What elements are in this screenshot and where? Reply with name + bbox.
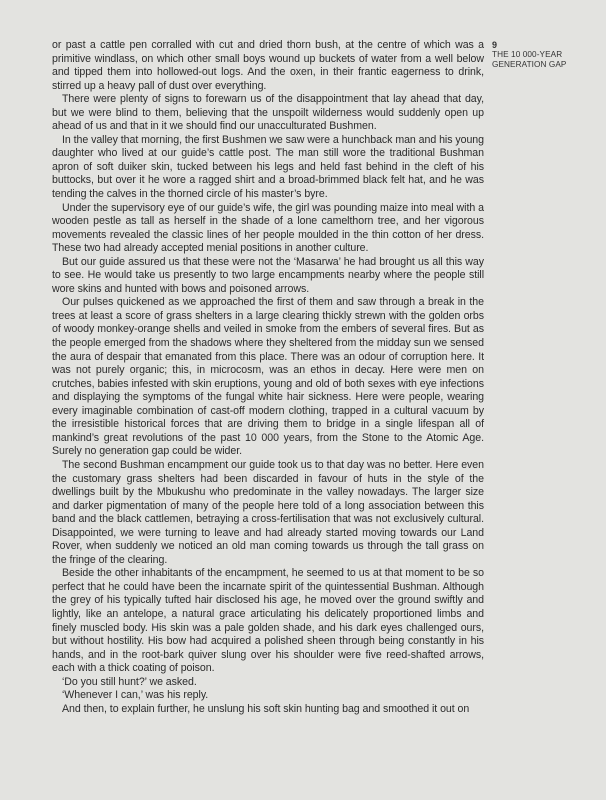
paragraph: or past a cattle pen corralled with cut and dried thorn bush, at the centre of which was a primitive windlass, on which other small boys wound up buckets of water from a well below and tipped them into hollowed-out logs. And the oxen, in their frantic eagerness to drink, stirred up a heavy pall of dust over everything. [52,39,484,92]
running-head [492,40,592,70]
paragraph: There were plenty of signs to forewarn us of the disappointment that lay ahead that day, but we were blind to them, believing that the unspoilt wilderness would suddenly open up ahead of us and that in it we should find our unacculturated Bushmen. [52,93,484,133]
paragraph: But our guide assured us that these were not the ‘Masarwa’ he had brought us all this way to see. He would take us presently to two large encampments nearby where the people still wore skins and hunted with bows and poisoned arrows. [52,255,484,295]
paragraph: And then, to explain further, he unslung his soft skin hunting bag and smoothed it out on [62,702,470,715]
chapter-title: THE 10 000-YEAR GENERATION GAP [492,50,567,69]
paragraph: Under the supervisory eye of our guide’s wife, the girl was pounding maize into meal with a wooden pestle as tall as herself in the shade of a lone camelthorn tree, and her vigorous movements revealed the classic lines of her people moulded in the thin cotton of her dress. These two had already accepted menial positions in another culture. [52,201,484,255]
paragraph: ‘Whenever I can,’ was his reply. [62,689,209,702]
paragraph: The second Bushman encampment our guide took us to that day was no better. Here even the customary grass shelters had been discarded in favour of huts in the style of the dwellings built by the Mbukushu who predominate in the valley nowadays. The larger size and darker pigmentation of many of the people here told of a long association between this band and the black cattlemen, betraying a cross-fertilisation that was not exclusively cultural. Disappointed, we were turning to leave and had already started moving towards our Land Rover, when suddenly we noticed an old man coming towards us through the tall grass on the fringe of the clearing. [52,458,484,566]
body-text [52,39,484,716]
paragraph: Beside the other inhabitants of the encampment, he seemed to us at that moment to be so perfect that he could have been the incarnate spirit of the quintessential Bushman. Although the grey of his typically tufted hair disclosed his age, he moved over the ground swiftly and lightly, like an antelope, a natural grace articulating his delicately proportioned limbs and finely muscled body. His skin was a pale golden shade, and his dark eyes challenged ours, but without hostility. His bow had acquired a polished sheen through being constantly in his hands, and in the root-bark quiver slung over his shoulder were five reed-shafted arrows, each with a thick coating of poison. [52,567,484,675]
paragraph: ‘Do you still hunt?’ we asked. [62,675,197,688]
chapter-number: 9 [492,40,498,50]
paragraph: Our pulses quickened as we approached the first of them and saw through a break in the trees at least a score of grass shelters in a large clearing thickly strewn with the golden orbs of woody monkey-orange shells and veiled in smoke from the embers of several fires. But as the people emerged from the shadows where they sheltered from the midday sun we sensed the aura of despair that emanated from this place. There was an odour of corruption here. It was not purely organic; this, in microcosm, was an ethos in decay. Here were men on crutches, babies infested with skin eruptions, young and old of both sexes with eye infections and displaying the symptoms of the fungal white hair sickness. Here were people, wearing every imaginable combination of cast-off modern clothing, trapped in a cultural vacuum by the irresistible historical forces that are driving them to bridge in a single lifespan all of mankind’s great revolutions of the past 10 000 years, from the Stone to the Atomic Age. Surely no generation gap could be wider. [52,296,484,458]
paragraph: In the valley that morning, the first Bushmen we saw were a hunchback man and his young daughter who lived at our guide’s cattle post. The man still wore the traditional Bushman apron of soft duiker skin, tucked between his legs and held fast behind in the cleft of his buttocks, but over it he wore a ragged shirt and a broad-brimmed black felt hat, and he was tending the calves in the thorned circle of his master’s byre. [52,133,484,201]
